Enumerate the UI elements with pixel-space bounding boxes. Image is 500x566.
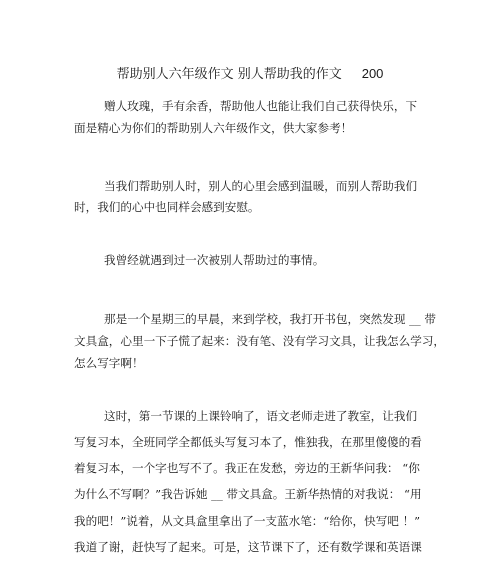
paragraph-line: 那是一个星期三的早晨，来到学校，我打开书包，突然发现 __ 带 xyxy=(104,312,436,326)
paragraph-line: 写复习本，全班同学全都低头写复习本了，惟独我，在那里傻傻的看 xyxy=(74,435,422,449)
document-title xyxy=(0,64,500,85)
paragraph-line: 这时，第一节课的上课铃响了，语文老师走进了教室，让我们 xyxy=(104,409,418,423)
paragraph-line: 我曾经就遇到过一次被别人帮助过的事情。 xyxy=(104,253,325,267)
title-number: 200 xyxy=(361,66,384,81)
paragraph-line: 文具盒，心里一下子慌了起来：没有笔、没有学习文具，让我怎么学习， xyxy=(74,334,446,348)
paragraph-line: 当我们帮助别人时，别人的心里会感到温暖，而别人帮助我们 xyxy=(104,179,418,193)
paragraph-line: 为什么不写啊？”我告诉她 __ 带文具盒。王新华热情的对我说： “用 xyxy=(74,487,422,501)
paragraph-line: 着复习本，一个字也写不了。我正在发愁，旁边的王新华问我： “你 xyxy=(74,461,420,475)
paragraph-line: 怎么写字啊！ xyxy=(74,356,144,370)
title-text: 帮助别人六年级作文 别人帮助我的作文 xyxy=(116,67,342,82)
paragraph-line: 我的吧！”说着，从文具盒里拿出了一支蓝水笔：“给你，快写吧 ！” xyxy=(74,514,421,528)
paragraph-line: 面是精心为你们的帮助别人六年级作文，供大家参考！ xyxy=(74,121,353,135)
paragraph-line: 时，我们的心中也同样会感到安慰。 xyxy=(74,200,260,214)
paragraph-line: 赠人玫瑰，手有余香，帮助他人也能让我们自己获得快乐，下 xyxy=(104,99,418,113)
paragraph-line: 我道了谢，赶快写了起来。可是，这节课下了，还有数学课和英语课 xyxy=(74,540,422,554)
